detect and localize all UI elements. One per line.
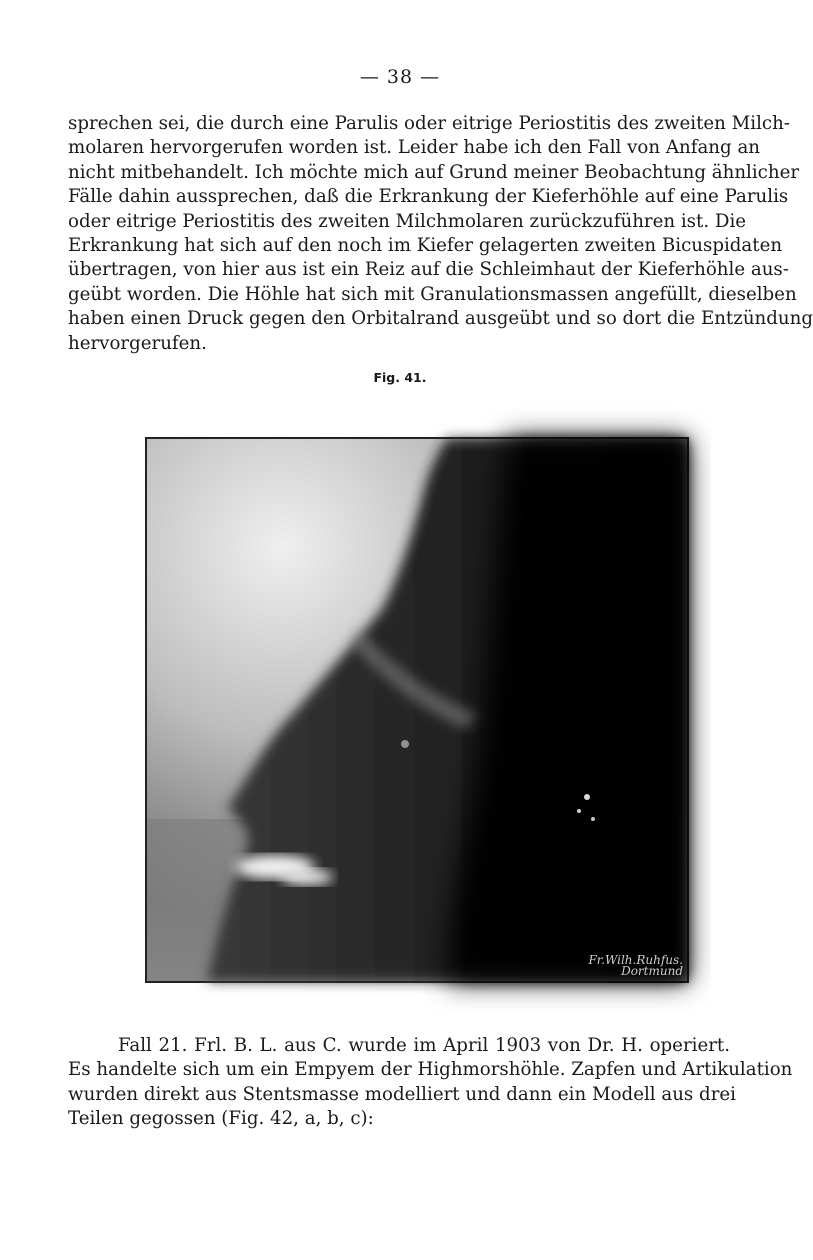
body-paragraph-1 — [68, 112, 813, 356]
text-line: Es handelte sich um ein Empyem der Highmorshöhle. Zapfen und Artikulation — [68, 1059, 793, 1081]
figure-caption: Fig. 41. — [373, 370, 427, 385]
text-line: nicht mitbehandelt. Ich möchte mich auf Grund meiner Beobachtung ähnlicher — [68, 161, 800, 183]
text-line: oder eitrige Periostitis des zweiten Milchmolaren zurückzuführen ist. Die — [68, 210, 747, 232]
xray-image — [147, 439, 687, 981]
page-number: — 38 — — [359, 66, 441, 88]
text-line: sprechen sei, die durch eine Parulis oder eitrige Periostitis des zweiten Milch- — [68, 113, 790, 134]
text-line: molaren hervorgerufen worden ist. Leider habe ich den Fall von Anfang an — [68, 137, 760, 159]
xray-figure — [145, 437, 689, 983]
text-line: Erkrankung hat sich auf den noch im Kiefer gelagerten zweiten Bicuspidaten — [68, 235, 783, 257]
text-line: geübt worden. Die Höhle hat sich mit Granulationsmassen angefüllt, dieselben — [68, 283, 797, 305]
text-line: übertragen, von hier aus ist ein Reiz auf die Schleimhaut der Kieferhöhle aus- — [68, 259, 789, 281]
body-paragraph-2 — [68, 1034, 793, 1132]
text-line: hervorgerufen. — [68, 332, 207, 354]
figure-signature — [588, 955, 683, 977]
signature-line-2: Dortmund — [621, 964, 683, 978]
signature-line-1: Fr.Wilh.Ruhfus. — [588, 953, 683, 967]
text-line: Fälle dahin aussprechen, daß die Erkrankung der Kieferhöhle auf eine Parulis — [68, 186, 789, 208]
text-line: Fall 21. Frl. B. L. aus C. wurde im April 1903 von Dr. H. operiert. — [118, 1035, 730, 1056]
text-line: Teilen gegossen (Fig. 42, a, b, c): — [68, 1108, 374, 1130]
text-line: haben einen Druck gegen den Orbitalrand ausgeübt und so dort die Entzündung — [68, 308, 813, 330]
text-line: wurden direkt aus Stentsmasse modelliert und dann ein Modell aus drei — [68, 1083, 736, 1105]
